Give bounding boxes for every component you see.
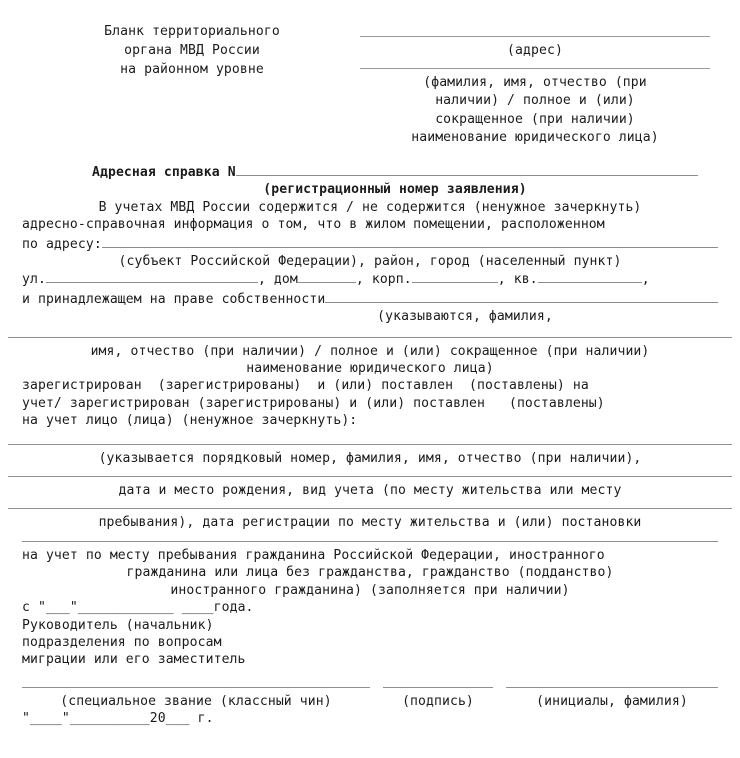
certificate-title-label: Адресная справка N xyxy=(92,164,236,180)
flat-input[interactable] xyxy=(538,270,642,283)
ownership-label: и принадлежащем на праве собственности xyxy=(22,291,326,307)
address-fields-row xyxy=(22,270,718,288)
rank-caption: (специальное звание (классный чин) xyxy=(60,693,332,709)
signature-rule[interactable] xyxy=(383,687,493,688)
address-row-trailing-comma: , xyxy=(641,272,650,288)
person-caption-4-line-2: гражданина или лица без гражданства, гражданство (подданство) xyxy=(126,565,614,581)
certificate-number-caption: (регистрационный номер заявления) xyxy=(263,182,527,198)
footer-year-suffix: г. xyxy=(189,711,214,727)
validity-prefix: с " xyxy=(22,600,46,616)
footer-date-row xyxy=(0,710,740,727)
certificate-number-input[interactable] xyxy=(236,162,698,176)
address-input[interactable] xyxy=(102,234,718,248)
recipient-caption-line-1: (фамилия, имя, отчество (при xyxy=(423,74,647,90)
validity-day-input[interactable]: ___ xyxy=(45,600,70,616)
person-caption-4-line-3: иностранного гражданина) (заполняется при наличии) xyxy=(170,582,570,598)
registration-body-line-1: зарегистрирован (зарегистрированы) и (или) поставлен (поставлены) на xyxy=(22,378,589,394)
validity-suffix: года. xyxy=(213,600,254,616)
certificate-number-row xyxy=(0,162,740,181)
signature-rules-row xyxy=(0,687,740,688)
korp-label: , корп. xyxy=(355,272,412,288)
korp-input[interactable] xyxy=(412,270,498,283)
ownership-row xyxy=(22,289,718,308)
address-caption: (адрес) xyxy=(507,43,563,58)
flat-label: , кв. xyxy=(497,272,538,288)
house-label: , дом xyxy=(257,272,298,288)
document-header xyxy=(0,0,740,148)
footer-year-prefix: 20 xyxy=(149,711,166,727)
registration-body-line-2: учет/ зарегистрирован (зарегистрированы) и (или) поставлен (поставлены) xyxy=(22,395,605,411)
address-row xyxy=(22,234,718,253)
footer-quote-open: " xyxy=(22,711,30,727)
recipient-caption-line-3: сокращенное (при наличии) xyxy=(435,111,635,127)
person-caption-2: дата и место рождения, вид учета (по месту жительства или месту xyxy=(118,483,622,499)
recipient-caption-line-2: наличии) / полное и (или) xyxy=(435,93,635,109)
recipient-caption-line-4: наименование юридического лица) xyxy=(411,130,659,146)
issuing-authority-line-1: Бланк территориального xyxy=(104,24,280,39)
street-label: ул. xyxy=(22,272,46,288)
signature-caption: (подпись) xyxy=(402,693,474,709)
intro-paragraph xyxy=(0,199,740,326)
validity-quote: " xyxy=(69,600,78,616)
recipient-block xyxy=(360,22,740,148)
owner-caption-line-2: наименование юридического лица) xyxy=(246,361,494,377)
footer-quote-close: " xyxy=(61,711,70,727)
initials-caption: (инициалы, фамилия) xyxy=(536,693,688,709)
person-caption-block-4 xyxy=(0,547,740,599)
intro-line-1: В учетах МВД России содержится / не содержится (ненужное зачеркнуть) xyxy=(98,199,642,215)
street-input[interactable] xyxy=(46,270,258,283)
intro-line-2: адресно-справочная информация о том, что в жилом помещении, расположенном xyxy=(22,217,605,233)
validity-month-input[interactable]: ____________ xyxy=(77,600,174,616)
person-caption-4-line-1: на учет по месту пребывания гражданина Российской Федерации, иностранного xyxy=(22,547,605,563)
ownership-caption: (указываются, фамилия, xyxy=(377,309,553,325)
signature-captions-row xyxy=(0,693,740,710)
signatory-title-block xyxy=(0,617,740,669)
rank-signature-rule[interactable] xyxy=(22,687,370,688)
issuing-authority-line-3: на районном уровне xyxy=(120,62,264,77)
registration-body-line-3: на учет лицо (лица) (ненужное зачеркнуть): xyxy=(22,413,358,429)
person-caption-3: пребывания), дата регистрации по месту жительства и (или) постановки xyxy=(98,515,642,531)
validity-date-row xyxy=(0,599,740,616)
issuing-authority-block xyxy=(0,22,360,79)
address-label: по адресу: xyxy=(22,236,102,252)
signatory-title-line-3: миграции или его заместитель xyxy=(22,652,246,668)
ownership-input[interactable] xyxy=(325,289,718,303)
owner-caption-line-1: имя, отчество (при наличии) / полное и (или) сокращенное (при наличии) xyxy=(90,343,650,359)
owner-caption-block xyxy=(0,343,740,430)
footer-month-input[interactable]: __________ xyxy=(69,711,150,727)
signatory-title-line-2: подразделения по вопросам xyxy=(22,634,222,650)
footer-day-input[interactable]: ____ xyxy=(29,711,62,727)
initials-rule[interactable] xyxy=(506,687,718,688)
footer-year-input[interactable]: ___ xyxy=(165,711,190,727)
validity-year-input[interactable]: ____ xyxy=(181,600,214,616)
address-caption-detail: (субъект Российской Федерации), район, город (населенный пункт) xyxy=(118,254,622,269)
issuing-authority-line-2: органа МВД России xyxy=(124,43,260,58)
person-caption-1: (указывается порядковый номер, фамилия, имя, отчество (при наличии), xyxy=(98,450,642,466)
signatory-title-line-1: Руководитель (начальник) xyxy=(22,617,214,633)
house-input[interactable] xyxy=(298,270,356,283)
